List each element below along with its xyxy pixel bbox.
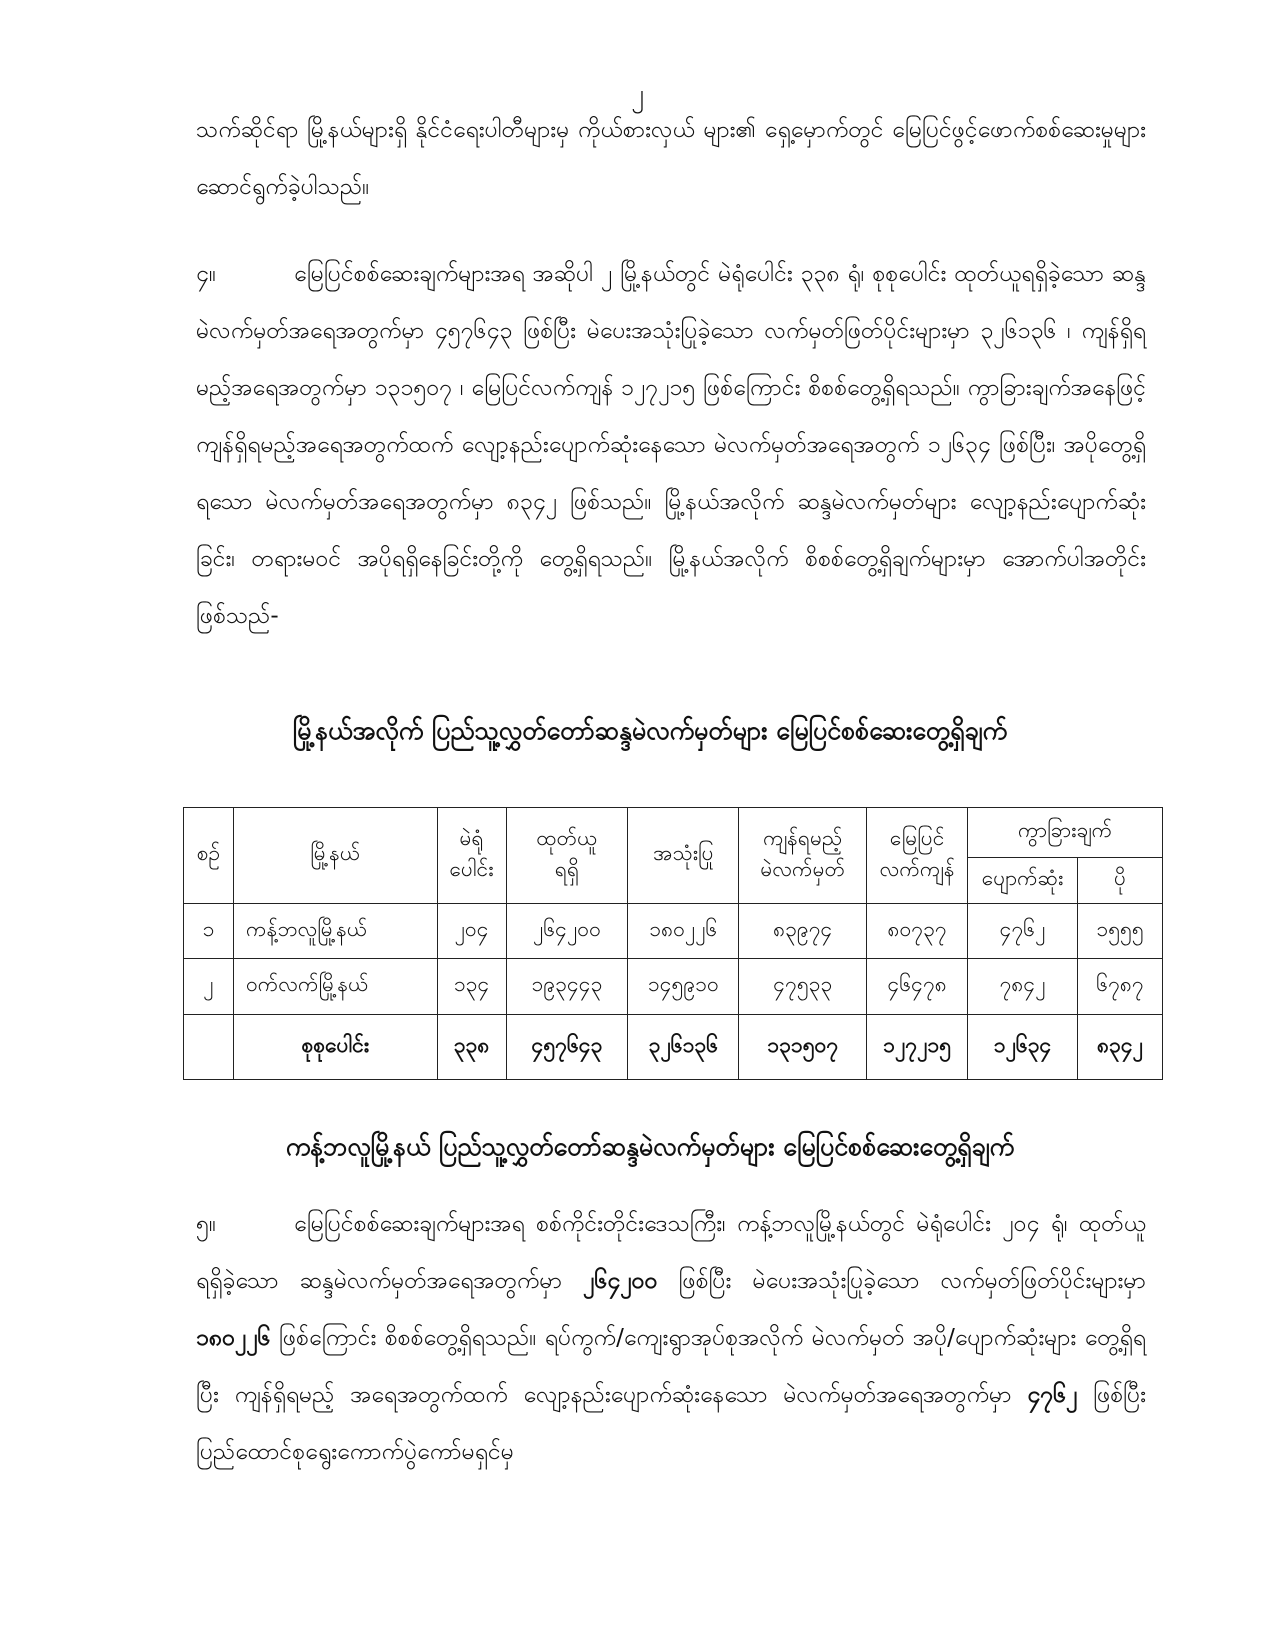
received-count-highlight: ၂၆၄၂၀၀ [583,1268,658,1294]
header-ground-line2: လက်ကျန် [879,856,955,881]
table-row [184,959,1163,1015]
paragraph-4 [196,246,1146,645]
paragraph-text: မြေပြင်စစ်ဆေးချက်များအရ အဆိုပါ ၂ မြို့နယ်တွင် မဲရုံပေါင်း ၃၃၈ ရုံ၊ စုစုပေါင်း ထုတ်ယူရရှိခဲ့သော ဆန္ဒမဲလက်မှတ်အရေအတွက်မှာ ၄၅၇၆၄၃ ဖြစ်ပြီး မဲပေးအသုံးပြုခဲ့သော လက်မှတ်ဖြတ်ပိုင်းများမှာ ၃၂၆၁၃၆ ၊ ကျန်ရှိရမည့်အရေအတွက်မှာ ၁၃၁၅၀၇ ၊ မြေပြင်လက်ကျန် ၁၂၇၂၁၅ ဖြစ်ကြောင်း စိစစ်တွေ့ရှိရသည်။ ကွာခြားချက်အနေဖြင့် ကျန်ရှိရမည့်အရေအတွက်ထက် လျော့နည်းပျောက်ဆုံးနေသော မဲလက်မှတ်အရေအတွက် ၁၂၆၃၄ ဖြစ်ပြီး၊ အပိုတွေ့ရှိရသော မဲလက်မှတ်အရေအတွက်မှာ ၈၃၄၂ ဖြစ်သည်။ မြို့နယ်အလိုက် ဆန္ဒမဲလက်မှတ်များ လျော့နည်းပျောက်ဆုံးခြင်း၊ တရားမဝင် အပိုရရှိနေခြင်းတို့ကို တွေ့ရှိရသည်။ မြို့နယ်အလိုက် စိစစ်တွေ့ရှိချက်များမှာ အောက်ပါအတိုင်းဖြစ်သည်- [196,261,1146,629]
cell-received: ၄၅၇၆၄၃ [506,1015,628,1080]
page-number: ၂ [631,79,644,109]
header-difference: ကွာခြားချက် [968,808,1163,858]
cell-township: ဝက်လက်မြို့နယ် [233,959,437,1015]
paragraph-continued: သက်ဆိုင်ရာ မြို့နယ်များရှိ နိုင်ငံရေးပါတီများမှ ကိုယ်စားလှယ် များ၏ ရှေ့မှောက်တွင် မြေပြင်ဖွင့်ဖောက်စစ်ဆေးမှုများ ဆောင်ရွက်ခဲ့ပါသည်။ [196,117,1146,200]
cell-remaining: ၄၇၅၃၃ [739,959,867,1015]
cell-ground: ၁၂၇၂၁၅ [867,1015,968,1080]
cell-extra: ၈၃၄၂ [1078,1015,1163,1080]
cell-remaining: ၈၃၉၇၄ [739,904,867,959]
paragraph-5 [196,1196,1146,1481]
header-township: မြို့နယ် [233,808,437,904]
cell-remaining: ၁၃၁၅၀၇ [739,1015,867,1080]
header-remaining-line2: မဲလက်မှတ် [760,856,846,881]
cell-lost: ၄၇၆၂ [968,904,1078,959]
header-received-line2: ရရှိ [554,856,580,881]
cell-used: ၁၈၀၂၂၆ [628,904,739,959]
header-received-line1: ထုတ်ယူ [536,825,598,850]
paragraph-text-part2: ဖြစ်ပြီး မဲပေးအသုံးပြုခဲ့သော လက်မှတ်ဖြတ်ပိုင်းများမှာ [657,1268,1146,1294]
table-total-row [184,1015,1163,1080]
cell-serial: ၁ [184,904,234,959]
cell-used: ၁၄၅၉၁၀ [628,959,739,1015]
header-ground-line1: မြေပြင် [889,825,945,850]
header-serial: စဉ် [184,808,234,904]
header-stations-line2: ပေါင်း [449,856,494,881]
used-count-highlight: ၁၈၀၂၂၆ [196,1325,271,1351]
paragraph-text-part4: ဖြစ်ပြီး ပြည်ထောင်စုရွေးကောက်ပွဲကော်မရှင်မှ [196,1382,1146,1465]
cell-extra: ၆၇၈၇ [1078,959,1163,1015]
header-remaining [739,808,867,904]
cell-extra: ၁၅၅၅ [1078,904,1163,959]
cell-used: ၃၂၆၁၃၆ [628,1015,739,1080]
header-remaining-line1: ကျန်ရမည့် [763,825,843,850]
cell-received: ၁၉၃၄၄၃ [506,959,628,1015]
cell-total-label: စုစုပေါင်း [233,1015,437,1080]
header-extra: ပို [1078,858,1163,904]
cell-ground: ၄၆၄၇၈ [867,959,968,1015]
paragraph-number: ၄။ [196,261,216,287]
cell-lost: ၇၈၄၂ [968,959,1078,1015]
section-title: ကန့်ဘလူမြို့နယ် ပြည်သူ့လွှတ်တော်ဆန္ဒမဲလက်မှတ်များ မြေပြင်စစ်ဆေးတွေ့ရှိချက် [285,1132,1015,1161]
header-ground [867,808,968,904]
township-summary-table [183,807,1163,1080]
cell-stations: ၂၀၄ [437,904,506,959]
header-used: အသုံးပြု [628,808,739,904]
paragraph-text-part1: မြေပြင်စစ်ဆေးချက်များအရ စစ်ကိုင်းတိုင်းဒေသကြီး၊ ကန့်ဘလူမြို့နယ်တွင် မဲရုံပေါင်း ၂၀၄ ရုံ၊ ထုတ်ယူရရှိခဲ့သော ဆန္ဒမဲလက်မှတ်အရေအတွက်မှာ [196,1211,1146,1294]
header-received [506,808,628,904]
cell-received: ၂၆၄၂၀၀ [506,904,628,959]
table-row [184,904,1163,959]
cell-township: ကန့်ဘလူမြို့နယ် [233,904,437,959]
cell-stations: ၃၃၈ [437,1015,506,1080]
lost-count-highlight: ၄၇၆၂ [1027,1382,1078,1408]
paragraph-number: ၅။ [196,1211,216,1237]
cell-serial-empty [184,1015,234,1080]
cell-ground: ၈၀၇၃၇ [867,904,968,959]
cell-stations: ၁၃၄ [437,959,506,1015]
paragraph-text-part3: ဖြစ်ကြောင်း စိစစ်တွေ့ရှိရသည်။ ရပ်ကွက်/ကျေးရွာအုပ်စုအလိုက် မဲလက်မှတ် အပို/ပျောက်ဆုံးများ တွေ့ရှိရပြီး ကျန်ရှိရမည့် အရေအတွက်ထက် လျော့နည်းပျောက်ဆုံးနေသော မဲလက်မှတ်အရေအတွက်မှာ [196,1325,1146,1408]
cell-lost: ၁၂၆၃၄ [968,1015,1078,1080]
cell-serial: ၂ [184,959,234,1015]
header-stations-line1: မဲရုံ [459,825,484,850]
table-title: မြို့နယ်အလိုက် ပြည်သူ့လွှတ်တော်ဆန္ဒမဲလက်မှတ်များ မြေပြင်စစ်ဆေးတွေ့ရှိချက် [292,716,1008,745]
header-stations [437,808,506,904]
header-lost: ပျောက်ဆုံး [968,858,1078,904]
